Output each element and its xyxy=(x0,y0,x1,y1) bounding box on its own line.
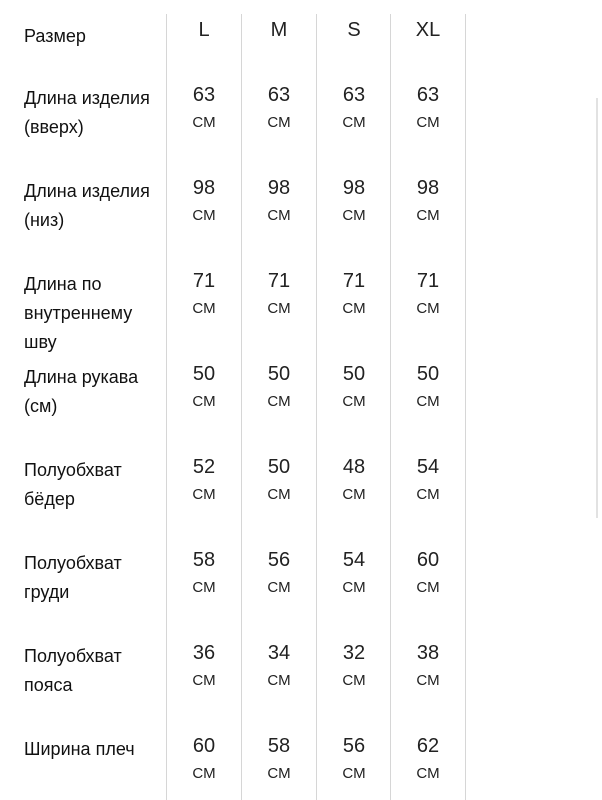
table-cell: 98 СМ xyxy=(192,177,216,224)
table-cell: 52 СМ xyxy=(192,456,216,503)
table-cell: 71 СМ xyxy=(267,270,291,317)
table-cell: 98 СМ xyxy=(416,177,440,224)
size-header-xl: XL xyxy=(415,19,441,41)
table-cell: 71 СМ xyxy=(416,270,440,317)
scroll-indicator[interactable] xyxy=(596,98,598,518)
column-divider xyxy=(465,14,466,800)
table-cell: 71 СМ xyxy=(192,270,216,317)
table-cell: 63 СМ xyxy=(267,84,291,131)
size-header-m: M xyxy=(270,19,288,41)
table-cell: 38 СМ xyxy=(416,642,440,689)
size-header-s: S xyxy=(347,19,361,41)
row-label-inseam: Длина по внутреннему шву xyxy=(24,274,133,352)
table-cell: 98 СМ xyxy=(267,177,291,224)
row-label-sleeve: Длина рукава (см) xyxy=(24,367,139,416)
table-cell: 71 СМ xyxy=(342,270,366,317)
table-cell: 58 СМ xyxy=(267,735,291,782)
table-cell: 32 СМ xyxy=(342,642,366,689)
table-cell: 50 СМ xyxy=(267,456,291,503)
table-cell: 63 СМ xyxy=(416,84,440,131)
header-size-label: Размер xyxy=(24,26,86,46)
table-cell: 50 СМ xyxy=(342,363,366,410)
table-cell: 56 СМ xyxy=(342,735,366,782)
table-cell: 34 СМ xyxy=(267,642,291,689)
row-label-waist: Полуобхват пояса xyxy=(24,646,122,695)
row-label-shoulders: Ширина плеч xyxy=(24,739,135,759)
table-cell: 60 СМ xyxy=(416,549,440,596)
row-label-length-bottom: Длина изделия (низ) xyxy=(24,181,150,230)
table-cell: 62 СМ xyxy=(416,735,440,782)
table-cell: 54 СМ xyxy=(342,549,366,596)
table-cell: 50 СМ xyxy=(267,363,291,410)
table-cell: 98 СМ xyxy=(342,177,366,224)
table-cell: 60 СМ xyxy=(192,735,216,782)
row-label-hips: Полуобхват бёдер xyxy=(24,460,122,509)
table-cell: 50 СМ xyxy=(416,363,440,410)
table-cell: 58 СМ xyxy=(192,549,216,596)
size-header-l: L xyxy=(198,19,210,41)
table-cell: 56 СМ xyxy=(267,549,291,596)
table-cell: 54 СМ xyxy=(416,456,440,503)
table-cell: 63 СМ xyxy=(342,84,366,131)
table-cell: 36 СМ xyxy=(192,642,216,689)
table-cell: 50 СМ xyxy=(192,363,216,410)
row-label-chest: Полуобхват груди xyxy=(24,553,122,602)
row-label-length-top: Длина изделия (вверх) xyxy=(24,88,150,137)
table-cell: 48 СМ xyxy=(342,456,366,503)
table-cell: 63 СМ xyxy=(192,84,216,131)
